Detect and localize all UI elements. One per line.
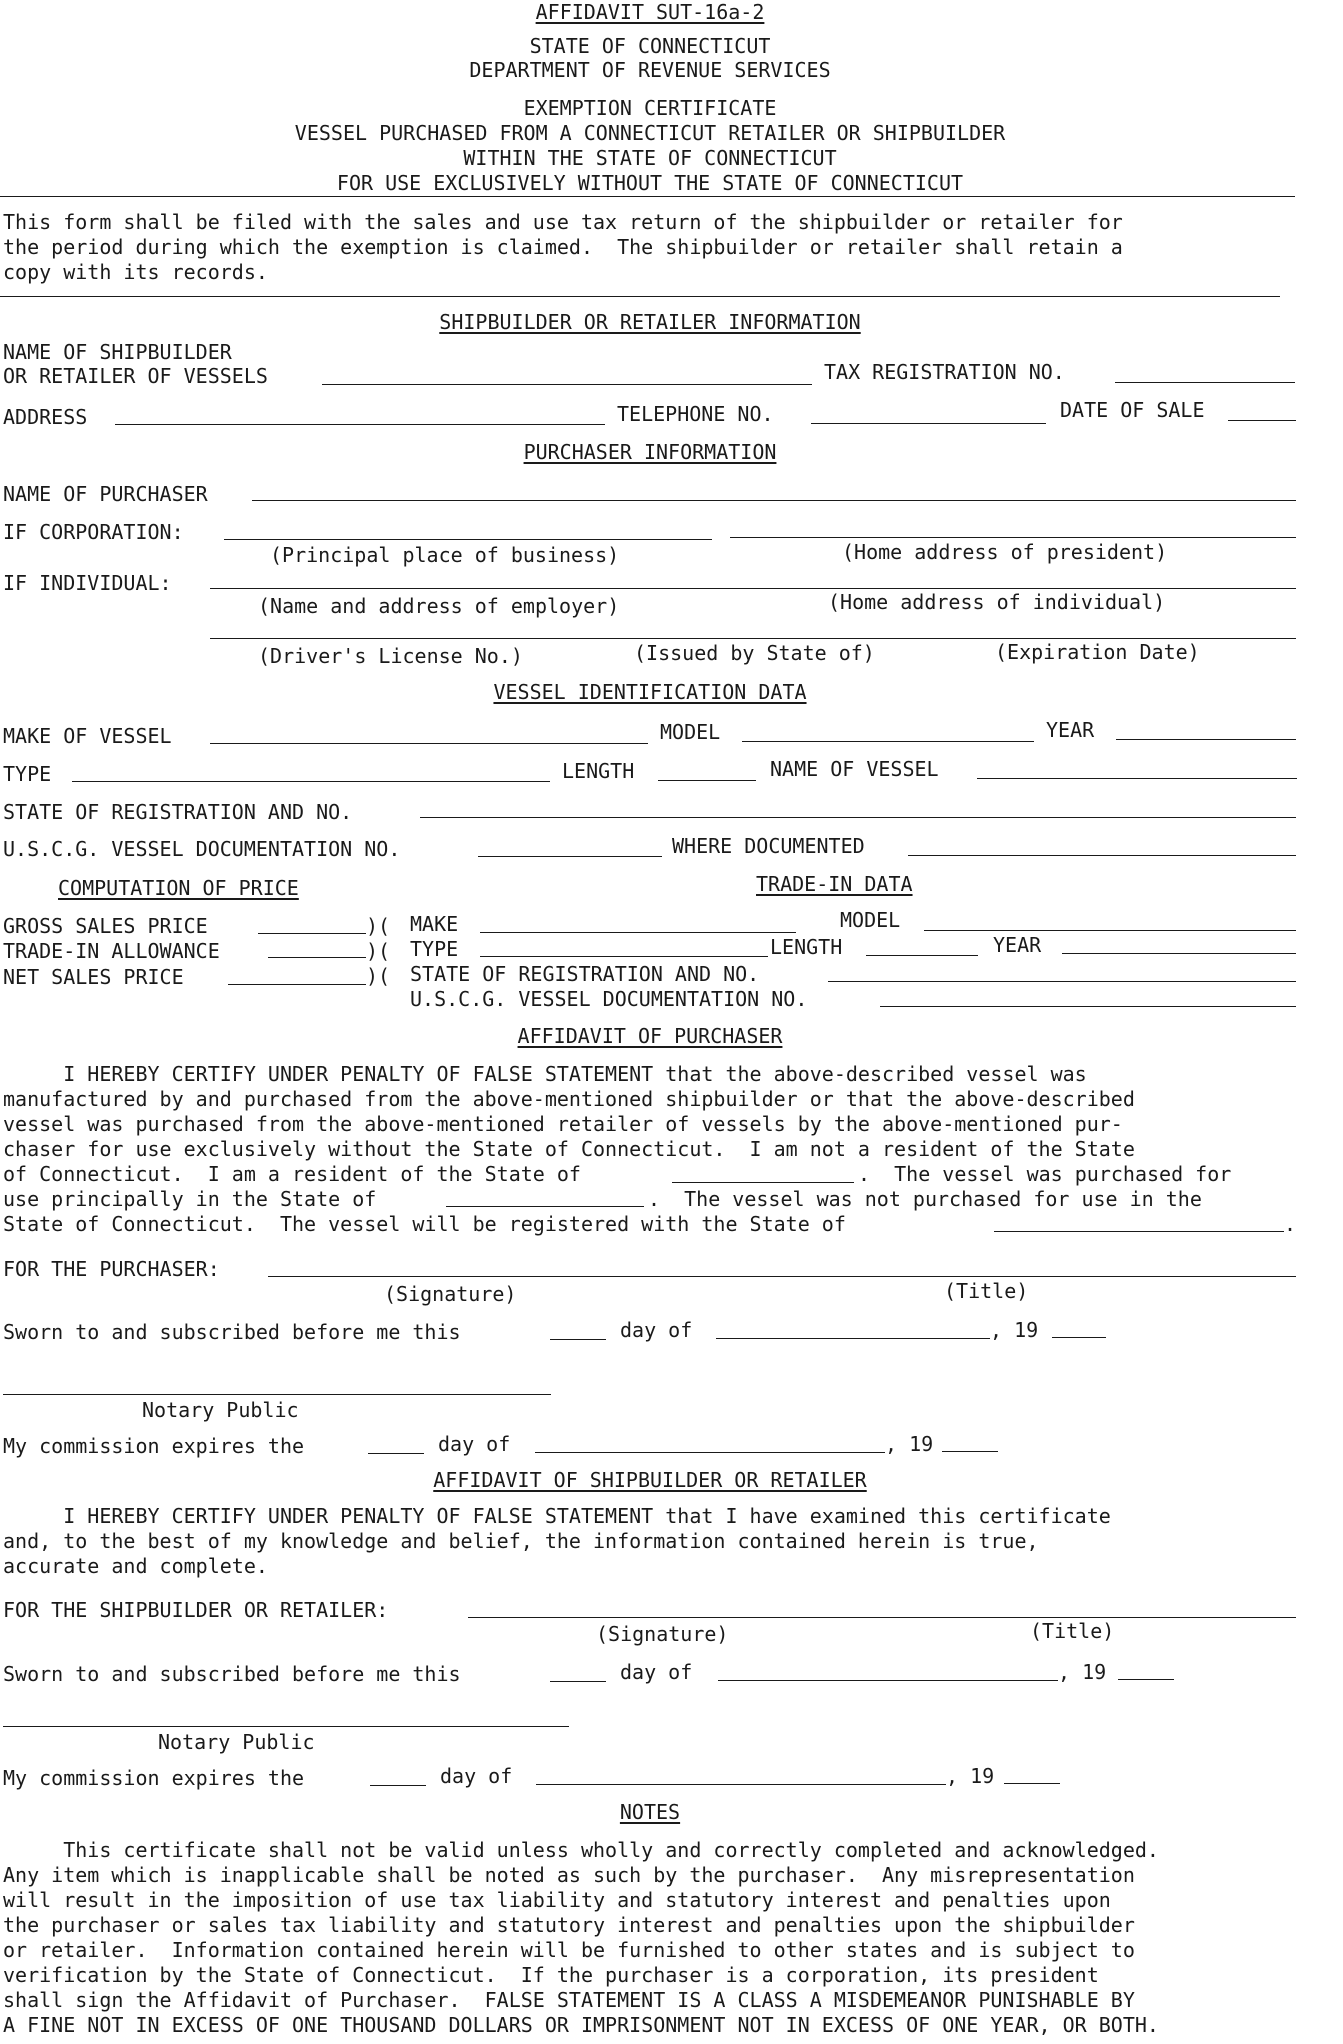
tradein-model-label: MODEL xyxy=(840,908,901,932)
commission-month-field[interactable] xyxy=(535,1452,885,1453)
principal-place-field[interactable] xyxy=(224,539,712,540)
period: . xyxy=(1284,1212,1297,1236)
tradein-allowance-label: TRADE-IN ALLOWANCE xyxy=(3,939,220,963)
shipbuilder-name-field[interactable] xyxy=(322,384,812,385)
corporation-label: IF CORPORATION: xyxy=(3,520,184,544)
gross-price-field[interactable] xyxy=(258,933,366,934)
signature-caption: (Signature) xyxy=(384,1282,517,1306)
intro-line-2: the period during which the exemption is claimed. The shipbuilder or retailer shall retain a xyxy=(3,235,1123,259)
tradein-type-field[interactable] xyxy=(480,956,768,957)
title-caption: (Title) xyxy=(944,1279,1029,1303)
tradein-allowance-field[interactable] xyxy=(268,957,366,958)
individual-field[interactable] xyxy=(210,588,1296,589)
tax-registration-field[interactable] xyxy=(1115,382,1295,383)
title-caption: (Title) xyxy=(1030,1619,1115,1643)
sworn-day-field[interactable] xyxy=(550,1681,606,1682)
form-id: AFFIDAVIT SUT-16a-2 xyxy=(535,0,765,24)
commission-day-field[interactable] xyxy=(368,1453,424,1454)
affidavit-text-line: I HEREBY CERTIFY UNDER PENALTY OF FALSE STATEMENT that the above-described vessel was xyxy=(3,1062,1087,1086)
intro-line-1: This form shall be filed with the sales and use tax return of the shipbuilder or retailer for xyxy=(3,210,1123,234)
year-prefix: , 19 xyxy=(990,1318,1039,1342)
day-of-text: day of xyxy=(438,1432,511,1456)
notes-line: A FINE NOT IN EXCESS OF ONE THOUSAND DOLLARS OR IMPRISONMENT NOT IN EXCESS OF ONE YEAR, OR BOTH. xyxy=(3,2013,1159,2037)
commission-year-field[interactable] xyxy=(1004,1783,1060,1784)
state-name: STATE OF CONNECTICUT xyxy=(529,34,771,58)
president-address-field[interactable] xyxy=(730,537,1296,538)
intro-line-3: copy with its records. xyxy=(3,260,268,284)
purchaser-signature-field[interactable] xyxy=(268,1276,1296,1277)
license-caption: (Driver's License No.) xyxy=(258,644,523,668)
make-field[interactable] xyxy=(210,743,648,744)
notary-caption: Notary Public xyxy=(158,1730,315,1754)
commission-text: My commission expires the xyxy=(3,1766,305,1790)
telephone-field[interactable] xyxy=(811,423,1046,424)
paren: )( xyxy=(366,964,391,988)
vessel-name-label: NAME OF VESSEL xyxy=(770,757,939,781)
form-title-2: VESSEL PURCHASED FROM A CONNECTICUT RETAILER OR SHIPBUILDER xyxy=(294,121,1006,145)
affidavit-purchaser-heading: AFFIDAVIT OF PURCHASER xyxy=(517,1024,783,1048)
tradein-make-label: MAKE xyxy=(410,912,459,936)
expiration-caption: (Expiration Date) xyxy=(995,640,1200,664)
sworn-month-field[interactable] xyxy=(716,1338,990,1339)
affidavit-text-line: . The vessel was not purchased for use in the xyxy=(648,1187,1202,1211)
paren: )( xyxy=(366,914,391,938)
affidavit-text-line: chaser for use exclusively without the State of Connecticut. I am not a resident of the State xyxy=(3,1137,1135,1161)
year-prefix: , 19 xyxy=(1058,1660,1107,1684)
notes-line: Any item which is inapplicable shall be noted as such by the purchaser. Any misrepresentation xyxy=(3,1863,1135,1887)
commission-text: My commission expires the xyxy=(3,1434,305,1458)
form-title-3: WITHIN THE STATE OF CONNECTICUT xyxy=(463,146,837,170)
date-of-sale-field[interactable] xyxy=(1228,420,1296,421)
tradein-uscg-label: U.S.C.G. VESSEL DOCUMENTATION NO. xyxy=(410,987,808,1011)
price-heading: COMPUTATION OF PRICE xyxy=(58,876,299,900)
tradein-uscg-field[interactable] xyxy=(880,1006,1296,1007)
shipbuilder-address-field[interactable] xyxy=(115,424,605,425)
issued-by-caption: (Issued by State of) xyxy=(634,641,875,665)
model-field[interactable] xyxy=(742,741,1034,742)
tradein-state-reg-label: STATE OF REGISTRATION AND NO. xyxy=(410,962,760,986)
tradein-length-field[interactable] xyxy=(866,955,978,956)
shipbuilder-address-label: ADDRESS xyxy=(3,405,88,429)
affidavit-text-line: accurate and complete. xyxy=(3,1554,268,1578)
shipbuilder-name-label-2: OR RETAILER OF VESSELS xyxy=(3,364,268,388)
for-shipbuilder-label: FOR THE SHIPBUILDER OR RETAILER: xyxy=(3,1598,389,1622)
sworn-text: Sworn to and subscribed before me this xyxy=(3,1320,461,1344)
notes-line: shall sign the Affidavit of Purchaser. FALSE STATEMENT IS A CLASS A MISDEMEANOR PUNISHABLE BY xyxy=(3,1988,1135,2012)
affidavit-text-line: State of Connecticut. The vessel will be registered with the State of xyxy=(3,1212,846,1236)
affidavit-text-line: and, to the best of my knowledge and belief, the information contained herein is true, xyxy=(3,1529,1039,1553)
purchaser-name-field[interactable] xyxy=(252,500,1296,501)
department-name: DEPARTMENT OF REVENUE SERVICES xyxy=(469,58,831,82)
day-of-text: day of xyxy=(620,1660,693,1684)
tradein-type-label: TYPE xyxy=(410,937,459,961)
tradein-state-reg-field[interactable] xyxy=(828,981,1296,982)
shipbuilder-heading: SHIPBUILDER OR RETAILER INFORMATION xyxy=(439,310,861,334)
type-field[interactable] xyxy=(72,781,550,782)
sworn-year-field[interactable] xyxy=(1052,1337,1106,1338)
state-registration-field[interactable] xyxy=(420,817,1296,818)
gross-price-label: GROSS SALES PRICE xyxy=(3,914,208,938)
uscg-label: U.S.C.G. VESSEL DOCUMENTATION NO. xyxy=(3,837,401,861)
day-of-text: day of xyxy=(620,1318,693,1342)
affidavit-text-line: of Connecticut. I am a resident of the State of xyxy=(3,1162,581,1186)
year-label: YEAR xyxy=(1046,718,1095,742)
uscg-field[interactable] xyxy=(478,856,662,857)
notes-line: This certificate shall not be valid unless wholly and correctly completed and acknowledged. xyxy=(3,1838,1159,1862)
tradein-length-label: LENGTH xyxy=(770,935,843,959)
notes-heading: NOTES xyxy=(619,1800,681,1824)
license-field[interactable] xyxy=(210,638,1296,639)
shipbuilder-signature-field[interactable] xyxy=(468,1617,1296,1618)
sworn-year-field[interactable] xyxy=(1118,1679,1174,1680)
vessel-heading: VESSEL IDENTIFICATION DATA xyxy=(493,680,807,704)
commission-month-field[interactable] xyxy=(536,1784,946,1785)
signature-caption: (Signature) xyxy=(596,1622,729,1646)
individual-label: IF INDIVIDUAL: xyxy=(3,571,172,595)
purchaser-name-label: NAME OF PURCHASER xyxy=(3,482,208,506)
model-label: MODEL xyxy=(660,720,721,744)
sworn-month-field[interactable] xyxy=(718,1680,1058,1681)
where-documented-field[interactable] xyxy=(908,855,1296,856)
net-price-label: NET SALES PRICE xyxy=(3,965,184,989)
notary-signature-field[interactable] xyxy=(3,1394,551,1395)
for-purchaser-label: FOR THE PURCHASER: xyxy=(3,1257,220,1281)
affidavit-text-line: vessel was purchased from the above-mentioned retailer of vessels by the above-mentioned pur- xyxy=(3,1112,1123,1136)
affidavit-text-line: I HEREBY CERTIFY UNDER PENALTY OF FALSE STATEMENT that I have examined this certificate xyxy=(3,1504,1111,1528)
affidavit-text-line: manufactured by and purchased from the above-mentioned shipbuilder or that the above-described xyxy=(3,1087,1135,1111)
notes-line: or retailer. Information contained herein will be furnished to other states and is subject to xyxy=(3,1938,1135,1962)
length-label: LENGTH xyxy=(562,759,635,783)
year-field[interactable] xyxy=(1116,739,1296,740)
form-title-1: EXEMPTION CERTIFICATE xyxy=(523,96,777,120)
purchaser-heading: PURCHASER INFORMATION xyxy=(523,440,777,464)
individual-address-caption: (Home address of individual) xyxy=(828,590,1166,614)
tradein-year-field[interactable] xyxy=(1062,953,1296,954)
notes-line: will result in the imposition of use tax liability and statutory interest and penalties upon xyxy=(3,1888,1111,1912)
sworn-text: Sworn to and subscribed before me this xyxy=(3,1662,461,1686)
form-title-4: FOR USE EXCLUSIVELY WITHOUT THE STATE OF CONNECTICUT xyxy=(336,171,964,195)
where-documented-label: WHERE DOCUMENTED xyxy=(672,834,865,858)
telephone-label: TELEPHONE NO. xyxy=(617,402,774,426)
net-price-field[interactable] xyxy=(228,984,366,985)
tax-registration-label: TAX REGISTRATION NO. xyxy=(824,360,1065,384)
date-of-sale-label: DATE OF SALE xyxy=(1060,398,1205,422)
state-registration-label: STATE OF REGISTRATION AND NO. xyxy=(3,800,353,824)
notes-line: verification by the State of Connecticut. If the purchaser is a corporation, its president xyxy=(3,1963,1099,1987)
sworn-day-field[interactable] xyxy=(550,1339,606,1340)
notary-caption: Notary Public xyxy=(142,1398,299,1422)
commission-day-field[interactable] xyxy=(370,1785,426,1786)
notary-signature-field[interactable] xyxy=(3,1726,569,1727)
shipbuilder-name-label: NAME OF SHIPBUILDER xyxy=(3,340,232,364)
vessel-name-field[interactable] xyxy=(977,778,1297,779)
principal-use-state-field[interactable] xyxy=(446,1206,644,1207)
divider xyxy=(0,296,1280,297)
type-label: TYPE xyxy=(3,762,52,786)
principal-place-caption: (Principal place of business) xyxy=(270,543,620,567)
tradein-year-label: YEAR xyxy=(993,933,1042,957)
commission-year-field[interactable] xyxy=(942,1451,998,1452)
year-prefix: , 19 xyxy=(946,1764,995,1788)
divider xyxy=(0,196,1295,197)
affidavit-text-line: . The vessel was purchased for xyxy=(858,1162,1232,1186)
affidavit-text-line: use principally in the State of xyxy=(3,1187,377,1211)
paren: )( xyxy=(366,939,391,963)
notes-line: the purchaser or sales tax liability and statutory interest and penalties upon the shipbuilder xyxy=(3,1913,1135,1937)
president-address-caption: (Home address of president) xyxy=(842,540,1168,564)
affidavit-shipbuilder-heading: AFFIDAVIT OF SHIPBUILDER OR RETAILER xyxy=(433,1468,867,1492)
resident-state-field[interactable] xyxy=(672,1182,854,1183)
tradein-heading: TRADE-IN DATA xyxy=(756,872,913,896)
registration-state-field[interactable] xyxy=(994,1231,1284,1232)
make-label: MAKE OF VESSEL xyxy=(3,724,172,748)
tradein-model-field[interactable] xyxy=(924,930,1296,931)
employer-caption: (Name and address of employer) xyxy=(258,594,620,618)
day-of-text: day of xyxy=(440,1764,513,1788)
tradein-make-field[interactable] xyxy=(480,932,796,933)
length-field[interactable] xyxy=(658,780,756,781)
year-prefix: , 19 xyxy=(885,1432,934,1456)
